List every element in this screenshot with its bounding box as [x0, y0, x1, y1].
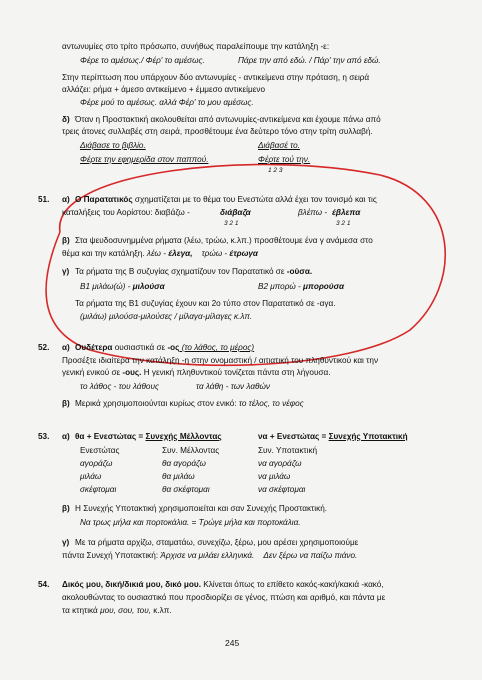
s53-future-formula: θα + Ενεστώτας [75, 432, 137, 441]
s54-line-3 [62, 605, 172, 616]
s52-a-line-1 [75, 342, 254, 353]
s51-b-ex1-verb: λέω - [146, 249, 166, 258]
delta-label: δ) [62, 115, 70, 124]
s51-b-ex1-form: έλεγα, [168, 249, 193, 258]
s53-future-eq: = [136, 432, 146, 441]
s53-c-text: πάντα Συνεχή Υποτακτική: [62, 551, 161, 560]
s51-a-example-1-nums: 3 2 1 [224, 220, 239, 227]
s51-b-ex2-form: έτρωγα [229, 249, 258, 258]
s51-b-line-1: Στα ψευδοσυνημμένα ρήματα (λέω, τρώω, κ.λπ.) προσθέτουμε ένα γ ανάμεσα στο [75, 236, 373, 245]
s51-c-ending: -ούσα. [286, 267, 313, 276]
intro-example-1a: Φέρε το αμέσως./ Φέρ' το αμέσως. [80, 56, 205, 65]
s53-row1-present: αγοράζω [80, 459, 113, 468]
s51-c-label: γ) [62, 267, 70, 276]
s52-a-ending: -ος [167, 343, 180, 352]
s53-header-future: Συν. Μέλλοντας [162, 446, 220, 455]
s54-l3-etc: κ.λπ. [151, 606, 172, 615]
s52-a-examples: (το λάθος, το μέρος) [179, 343, 255, 352]
s53-a-right-heading [258, 431, 408, 442]
section-53-number: 53. [38, 432, 50, 441]
s54-title: Δικός μου, δική/δικιά μου, δικό μου. [62, 580, 201, 589]
s52-a-l3-text: γενική ενικού σε [62, 368, 123, 377]
s51-c-ex2-form: μπορούσα [303, 282, 345, 291]
s51-a-example-2-nums: 3 2 1 [336, 220, 351, 227]
s53-c-line-1: Με τα ρήματα αρχίζω, σταματάω, συνεχίζω, ξέρω, μου αρέσει χρησιμοποιούμε [75, 538, 359, 547]
delta-syllable-numbers: 1 2 3 [268, 167, 283, 174]
s53-subj-formula: να + Ενεστώτας [258, 432, 320, 441]
s53-future-name: Συνεχής Μέλλοντας [145, 432, 222, 441]
s53-c-line-2 [62, 550, 357, 561]
section-51-number: 51. [38, 195, 50, 204]
section-52-number: 52. [38, 343, 50, 352]
s54-line-2: ακολουθώντας το ουσιαστικό που προσδιορίζει σε γένος, πτώση και αριθμό, και πάντα με [62, 593, 386, 602]
s51-a-line-1 [75, 194, 377, 205]
s51-a-text: σχηματίζεται με το θέμα του Ενεστώτα αλλά έχει τον τονισμό και τις [132, 195, 377, 204]
s53-row3-future: θα σκέφτομαι [162, 485, 210, 494]
s51-a-line-2: καταλήξεις του Αορίστου: διαβάζω - [62, 208, 190, 217]
s53-c-example-2: Δεν ξέρω να παίζω πιάνο. [263, 551, 358, 560]
delta-line-1: Όταν η Προστακτική ακολουθείται από αντωνυμίες-αντικείμενα και έχουμε πάνω από [75, 115, 381, 124]
s51-b-text: θέμα και την κατάληξη. [62, 249, 145, 258]
s51-b-line-2 [62, 248, 258, 259]
intro-example-2: Φέρε μού το αμέσως. αλλά Φέρ' το μου αμέσως. [80, 98, 254, 107]
s51-c-example-1 [80, 281, 165, 292]
s51-c-line-4: (μιλάω) μιλούσα-μιλούσες / μίλαγα-μίλαγες κ.λπ. [80, 312, 253, 321]
s53-row2-subjunctive: να μιλάω [258, 472, 291, 481]
intro-example-1b: Πάρε την από εδώ. / Πάρ' την από εδώ. [238, 56, 381, 65]
page-number: 245 [225, 638, 240, 648]
s54-l3-text: τα κτητικά [62, 606, 101, 615]
intro-line-1: αντωνυμίες στο τρίτο πρόσωπο, συνήθως παραλείπουμε την κατάληξη -ε: [62, 42, 330, 51]
s51-c-ex1-verb: Β1 μιλάω(ώ) - [80, 282, 131, 291]
s51-b-ex2-verb: τρώω - [201, 249, 228, 258]
s54-l3-pronouns: μου, σου, του, [100, 606, 151, 615]
s53-subj-eq: = [319, 432, 329, 441]
s51-a-example-2-verb: βλέπω - [298, 208, 328, 217]
s53-b-example: Να τρως μήλα και πορτοκάλια. = Τρώγε μήλα και πορτοκάλια. [80, 518, 301, 527]
s52-b-label: β) [62, 399, 70, 408]
s52-b-examples: το τέλος, το νέφος [238, 399, 304, 408]
s51-c-line-1 [75, 266, 312, 277]
s53-header-present: Ενεστώτας [80, 446, 120, 455]
s51-c-text: Τα ρήματα της Β συζυγίας σχηματίζουν τον Παρατατικό σε [75, 267, 287, 276]
s53-subj-name: Συνεχής Υποτακτική [328, 432, 408, 441]
s53-c-label: γ) [62, 538, 70, 547]
s52-a-label: α) [62, 343, 70, 352]
s53-row3-present: σκέφτομαι [80, 485, 117, 494]
s53-row1-subjunctive: να αγοράζω [258, 459, 302, 468]
delta-example-2b: Φέρτε τού την. [258, 155, 311, 164]
s53-header-subjunctive: Συν. Υποτακτική [258, 446, 318, 455]
section-54-number: 54. [38, 580, 50, 589]
s52-a-line-2: Προσέξτε ιδιαίτερα την κατάληξη -η στην ονομαστική / αιτιατική του πληθυντικού και την [62, 356, 379, 365]
s51-c-example-2 [258, 281, 344, 292]
s53-b-label: β) [62, 504, 70, 513]
s51-c-line-3: Τα ρήματα της Β1 συζυγίας έχουν και 2ο τύπο στον Παρατατικό σε -αγα. [75, 299, 336, 308]
delta-example-2a: Φέρτε την εφημερίδα στον παππού. [80, 155, 209, 164]
s53-row1-future: θα αγοράζω [162, 459, 206, 468]
s53-b-line-1: Η Συνεχής Υποτακτική χρησιμοποιείται και σαν Συνεχής Προστακτική. [75, 504, 328, 513]
delta-example-1b: Διάβασέ το. [258, 141, 300, 150]
s51-c-ex1-form: μιλούσα [132, 282, 165, 291]
delta-line-2: τρεις άτονες συλλαβές στη σειρά, προσθέτουμε ένα δεύτερο τόνο στην τρίτη συλλαβή. [62, 127, 373, 136]
s53-c-example-1: Άρχισε να μιλάει ελληνικά. [160, 551, 255, 560]
s52-a-example-2: τα λάθη - των λαθών [196, 382, 270, 391]
s53-row2-future: θα μιλάω [162, 472, 195, 481]
s53-row2-present: μιλάω [80, 472, 102, 481]
s51-c-ex2-verb: Β2 μπορώ - [258, 282, 301, 291]
s52-a-title: Ουδέτερα [75, 343, 113, 352]
s53-row3-subjunctive: να σκέφτομαι [258, 485, 306, 494]
s52-a-l3-rest: Η γενική πληθυντικού τονίζεται πάντα στη λήγουσα. [141, 368, 331, 377]
s51-a-label: α) [62, 195, 70, 204]
s53-a-left-heading [75, 431, 222, 442]
s54-line-1 [62, 579, 384, 590]
s51-a-example-2: έβλεπα [332, 208, 361, 217]
s52-b-line-1 [75, 398, 304, 409]
s51-a-title: Ο Παρατατικός [75, 195, 133, 204]
s52-a-line-3 [62, 367, 331, 378]
s52-a-text: ουσιαστικά σε [112, 343, 168, 352]
s52-a-example-1: το λάθος - του λάθους [80, 382, 159, 391]
s54-l1-text: Κλίνεται όπως το επίθετο κακός-κακή/κακιά -κακό, [200, 580, 384, 589]
s51-a-example-1: διάβαζα [220, 208, 251, 217]
delta-example-1a: Διάβασε το βιβλίο. [80, 141, 146, 150]
intro-line-4: αλλάζει: ρήμα + άμεσο αντικείμενο + έμμεσο αντικείμενο [62, 85, 265, 94]
s53-a-label: α) [62, 432, 70, 441]
s52-b-text: Μερικά χρησιμοποιούνται κυρίως στον ενικό: [75, 399, 239, 408]
intro-line-3: Στην περίπτωση που υπάρχουν δύο αντωνυμίες - αντικείμενα στην πρόταση, η σειρά [62, 73, 370, 82]
s51-b-label: β) [62, 236, 70, 245]
s52-a-l3-ending: -ους. [122, 368, 142, 377]
